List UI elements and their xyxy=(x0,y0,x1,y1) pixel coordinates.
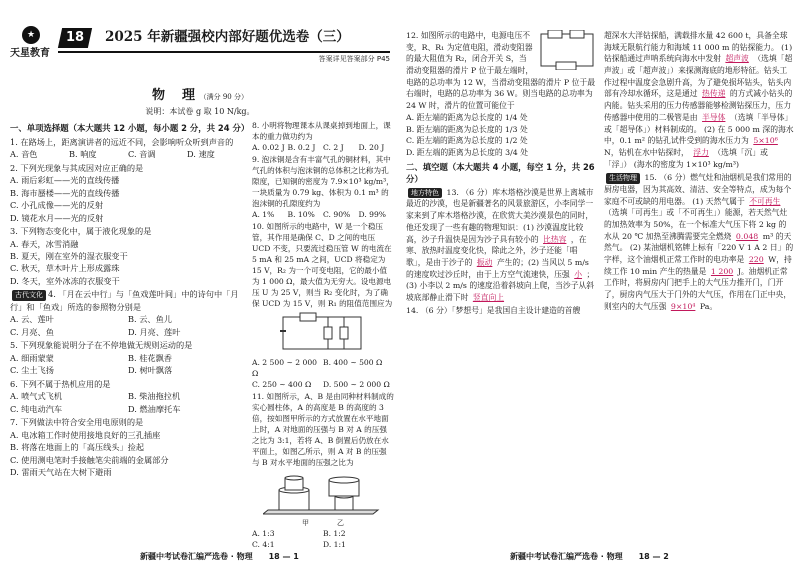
left-column xyxy=(10,120,250,480)
header xyxy=(10,24,390,69)
page-title: 2025 年新疆强校内部好题优选卷（三） xyxy=(105,29,350,45)
cylinders-figure-q11 xyxy=(263,470,383,516)
answer-blank[interactable]: 比热容 xyxy=(543,234,567,244)
answer-blank[interactable]: 小 xyxy=(574,269,583,279)
answer-blank[interactable]: 振动 xyxy=(476,257,493,267)
right-page xyxy=(400,0,800,569)
header-rule xyxy=(58,51,390,53)
answer-blank[interactable]: 1 200 xyxy=(710,266,734,276)
figure-caption: 甲 乙 xyxy=(302,519,344,527)
right-column-1 xyxy=(406,30,596,317)
answer-blank[interactable]: 5×10⁶ xyxy=(753,136,778,146)
question-8: 8. 小明将物理课本从课桌掉到地面上，课本的重力做功约为 A. 0.02 J B. 0.2 J C. 2 J D. 20 J xyxy=(252,121,391,152)
answer-blank[interactable]: 竖直向上 xyxy=(472,292,505,302)
page-footer-right: 新疆中考试卷汇编严选卷 · 物理 18 — 2 xyxy=(510,551,669,561)
answer-blank[interactable]: 热传递 xyxy=(702,89,726,99)
q14-continued: 超深水大洋钻探船，满载排水量 42 600 t，具备全球海域无限航行能力和海域 11 000 m 的钻探能力。 (1) 钻探船通过声呐系统向海水中发射 超声波 （选填「超声波」或「超声波」）来探测海底的地形特征。钻头工作过程中温度会急剧升高，为了避免损坏钻头，钻头内部有冷却水循环，这是通过 热传递 的方式减小钻头的内能。钻头采用的压力传感器能够检测钻探压力，压力传感器中使用的二极管是由 半导体 （选填「半导体」或「超导体」）材料制成的。 (2) 在 5 000 m 深的海水中，0.1 m² 的钻孔试件受到的海水压力为 5×10⁶ N，钻机在水中钻探时， 浮力 （选填「沉」或「浮」） (海水的密度为 1×10³ kg/m³) xyxy=(604,31,794,169)
circuit-diagram-q12 xyxy=(538,30,596,70)
section-heading: 二、填空题（本大题共 4 小题，每空 1 分，共 26 分） xyxy=(406,161,595,185)
question-12: 12. 如图所示的电路中，电源电压不变，R、R₁ 为定值电阻，滑动变阻器的最大阻值为 R₂，闭合开关 S，当滑动变阻器的滑片 P 位于最左端时，电路的总功率为 12 W，当滑动变阻器的滑片 P 位于最右端时，电路的总功率为 36 W。则当电路的总功率为 24 W 时，滑片的位置可能位于 A. 距左端的距离为总长度的 1/4 处 B. 距左端的距离为总长度的 1/3 处 C. 距左端的距离为总长度的 1/2 处 D. 距左端的距离为总长度的 3/4 处 xyxy=(406,31,596,157)
category-tag: 古代文化 xyxy=(12,290,46,301)
logo-badge xyxy=(10,26,56,66)
question-1: 1. 在路场上，距离演讲者的远近不同，会影响听众听到声音的 A. 音色 B. 响度 C. 音调 D. 速度 xyxy=(10,136,246,161)
category-tag: 地方特色 xyxy=(408,188,442,199)
page-footer-left: 新疆中考试卷汇编严选卷 · 物理 18 — 1 xyxy=(140,551,299,561)
answer-blank[interactable]: 220 xyxy=(748,255,764,265)
answer-blank[interactable]: 9×10⁴ xyxy=(670,301,696,311)
question-4: 古代文化 4. 「月在云中行」与「鱼戏莲叶间」中的诗句中「月行」和「鱼戏」所选的参照物分别是 A. 云、莲叶 B. 云、鱼儿 C. 月亮、鱼 D. 月亮、莲叶 xyxy=(10,289,239,337)
question-10: 10. 如图所示的电路中，W 是一个稳压管，其作用是确保 C、D 之间的电压 UCD 不变，只要流过稳压管 W 的电流在 5 mA 和 25 mA 之间，UCD 将稳定为 15 V，R₂ 为一个可变电阻，它的最小值为 1 000 Ω，最大值为无穷大。设电源电压 U 为 25 V，则当 R₂ 变化时，为了确保 UCD 为 15 V，则 R₁ 的阻值范围应为 A. 2 500 ~ 2 000 Ω B. 400 ~ 500 Ω C. 250 ~ 400 Ω D. 500 ~ 2 000 Ω xyxy=(252,222,393,389)
star-icon: ★ xyxy=(22,26,40,44)
question-15: 生活物理 15. （6 分）燃气灶和油烟机是我们常用的厨房电器，因为其高效、清洁、安全等特点，成为每个家庭不可或缺的用电器。 (1) 天然气属于 不可再生 （选填「可再生」或「不可再生」）能源，若天然气灶的加热效率为 50%，在一个标准大气压下将 2 kg 的水从 20 ℃ 加热至沸腾需要完全燃烧 0.048 m³ 的天然气。 (2) 某油烟机铭牌上标有「220 V 1 A 2 日」的字样，这个油烟机正常工作时的电功率是 220 W，持续工作 10 min 产生的热量是 1 200 J。油烟机正常工作时，将厨房内门把手上的大气压力推开门，门开了，厨房内气压大于门外的大气压，作用在门正中央，则室内的大气压强 9×10⁴ Pa。 xyxy=(604,173,794,311)
category-tag: 生活物理 xyxy=(606,173,640,184)
answer-blank[interactable]: 浮力 xyxy=(693,147,709,157)
question-13: 地方特色 13. （6 分）库木塔格沙漠是世界上离城市最近的沙漠，也是新疆著名的风景旅游区，小李同学一家来到了库木塔格沙漠，在欣赏大美沙漠景色的同时，他还发现了一些有趣的物理知识：(1) 沙漠温度比较高，沙子升温快是因为沙子具有较小的 比热容 ，在寒、放热时温度变化快，除此之外，沙子还能「唱歌」，是由于沙子的 振动 产生的；(2) 当风以 5 m/s 的速度吹过沙丘时，由于上方空气流速快，压强 小 ；(3) 小李以 2 m/s 的速度沿着斜坡向上爬，当沙子从斜坡底部静止滑下时 竖直向上 xyxy=(406,187,595,302)
answer-blank[interactable]: 半导体 xyxy=(702,112,726,122)
instruction: 说明：本试卷 g 取 10 N/kg。 xyxy=(145,107,255,116)
question-14: 14. （6 分）「梦想号」是我国自主设计建造的首艘 xyxy=(406,305,581,315)
options: A. 音色 B. 响度 C. 音调 D. 速度 xyxy=(10,149,215,160)
question-7: 7. 下列做法中符合安全用电原则的是 A. 电冰箱工作时使用接地良好的三孔插座 B. 将落在地面上的「高压线头」捡起 C. 使用测电笔时手接触笔尖前端的金属部分 D. 雷雨天气站在大树下避雨 xyxy=(10,417,169,478)
logo-text: 天星教育 xyxy=(10,48,50,59)
question-2: 2. 下列光现象与其成因对应正确的是 A. 雨后彩虹——光的直线传播 B. 海市蜃楼——光的直线传播 C. 小孔成像——光的反射 D. 镜花水月——光的反射 xyxy=(10,162,144,223)
right-column-2 xyxy=(604,30,794,314)
middle-column xyxy=(252,120,394,551)
question-3: 3. 下列物态变化中，属于液化现象的是 A. 春天，冰雪消融 B. 夏天，刚在室外的湿衣服变干 C. 秋天，草木叶片上形成露珠 D. 冬天，室外冰冻的衣服变干 xyxy=(10,226,152,286)
circuit-diagram-q10 xyxy=(278,311,368,355)
question-9: 9. 泡沫铜是含有丰富气孔的铜材料，其中气孔的体积与泡沫铜的总体积之比称为孔隙度，已知铜的密度为 7.9×10³ kg/m³，一块质量为 0.79 kg、体积为 0.1 m³ 的泡沫铜的孔隙度约为 A. 1% B. 10% C. 90% D. 99% xyxy=(252,155,394,219)
answer-reference: 答案详见答案部分 P45 xyxy=(318,55,390,63)
question-5: 5. 下列现象能说明分子在不停地做无规则运动的是 A. 细雨蒙蒙 B. 桂花飘香 C. 尘土飞扬 D. 树叶飘落 xyxy=(10,340,193,376)
paper-number-badge: 18 xyxy=(58,28,92,48)
question-6: 6. 下列不属于热机应用的是 A. 喷气式飞机 B. 柴油拖拉机 C. 纯电动汽车 D. 燃油摩托车 xyxy=(10,378,181,414)
subject-title: 物 理 （满分 90 分） xyxy=(152,88,248,103)
answer-blank[interactable]: 0.048 xyxy=(735,231,759,241)
section-heading: 一、单项选择题（本大题共 12 小题，每小题 2 分，共 24 分） xyxy=(10,123,250,133)
question-11: 11. 如图所示，A、B 是由同种材料制成的实心圆柱体，A 的高度是 B 的高度的 3 倍，按如图甲所示的方式放置在水平地面上时，A 对地面的压强与 B 对 A 的压强之比为 3:1，若将 A、B 倒置后仍放在水平面上，如图乙所示，则 A 对 B 的压强与 B 对水平地面的压强之比为 甲 乙 A. 1:3 B. 1:2 C. 4:1 D. 1:1 xyxy=(252,392,394,550)
answer-blank[interactable]: 超声波 xyxy=(725,54,749,64)
answer-blank[interactable]: 不可再生 xyxy=(749,196,781,206)
